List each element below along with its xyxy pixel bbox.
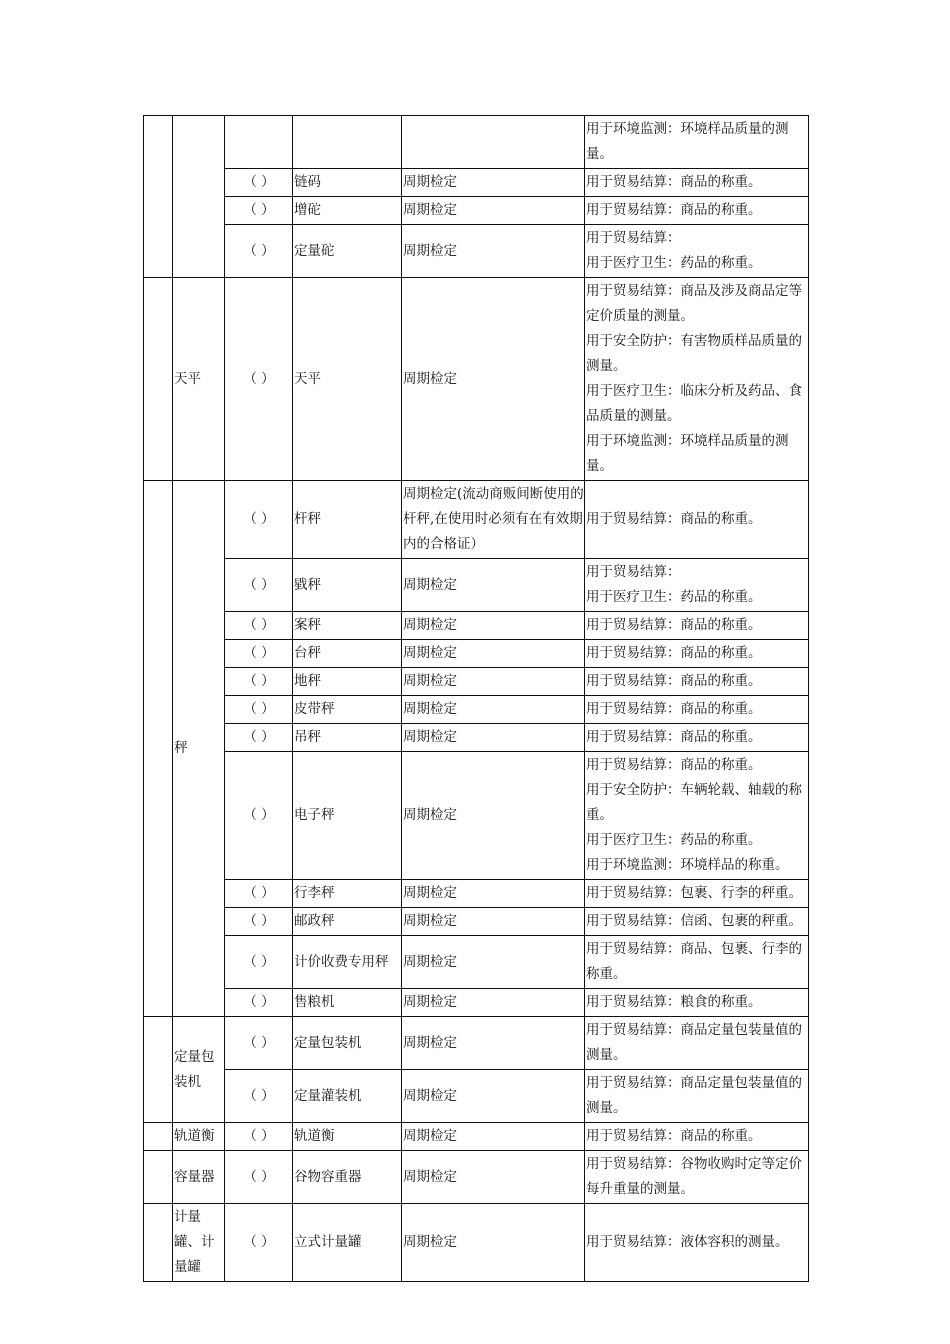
- group-cell: [144, 116, 173, 278]
- name-cell: 定量灌装机: [293, 1070, 402, 1123]
- use-cell: [585, 116, 809, 169]
- mode-cell: 周期检定: [402, 908, 585, 936]
- use-line: 用于贸易结算：商品的称重。: [586, 729, 762, 745]
- mode-cell: 周期检定: [402, 225, 585, 278]
- table-row: [144, 640, 809, 668]
- mode-cell: 周期检定: [402, 696, 585, 724]
- use-line: 用于贸易结算：商品定量包装量值的测量。: [586, 1022, 802, 1063]
- table-row: [144, 936, 809, 989]
- name-cell: 杆秤: [293, 481, 402, 559]
- mark-cell: （ ）: [225, 1017, 293, 1070]
- class-cell: 计量罐、计量罐: [173, 1204, 225, 1282]
- use-cell: [585, 225, 809, 278]
- use-line: 用于贸易结算：商品的称重。: [586, 673, 762, 689]
- use-cell: [585, 989, 809, 1017]
- use-cell: [585, 696, 809, 724]
- use-line: 用于医疗卫生：药品的称重。: [586, 589, 762, 605]
- verification-catalog-table: [143, 115, 809, 1282]
- use-line: 用于贸易结算：信函、包裹的秤重。: [586, 913, 802, 929]
- mark-cell: （ ）: [225, 989, 293, 1017]
- group-cell: [144, 278, 173, 481]
- mode-cell: 周期检定: [402, 989, 585, 1017]
- table-row: [144, 481, 809, 559]
- name-cell: 电子秤: [293, 752, 402, 880]
- mode-cell: 周期检定: [402, 880, 585, 908]
- table-row: [144, 752, 809, 880]
- use-cell: [585, 668, 809, 696]
- use-cell: [585, 1070, 809, 1123]
- name-cell: 定量包装机: [293, 1017, 402, 1070]
- mode-cell: 周期检定: [402, 752, 585, 880]
- use-cell: [585, 278, 809, 481]
- table-row: [144, 908, 809, 936]
- use-line: 用于贸易结算：商品的称重。: [586, 617, 762, 633]
- use-cell: [585, 640, 809, 668]
- name-cell: 链码: [293, 169, 402, 197]
- mode-cell: 周期检定: [402, 197, 585, 225]
- mark-cell: （ ）: [225, 612, 293, 640]
- mode-cell: 周期检定: [402, 668, 585, 696]
- name-cell: 戥秤: [293, 559, 402, 612]
- class-cell: [173, 116, 225, 278]
- use-line: 用于贸易结算：商品的称重。: [586, 1128, 762, 1144]
- mark-cell: （ ）: [225, 225, 293, 278]
- mode-cell: 周期检定: [402, 1123, 585, 1151]
- name-cell: 邮政秤: [293, 908, 402, 936]
- use-line: 用于安全防护：有害物质样品质量的测量。: [586, 333, 802, 374]
- mark-cell: （ ）: [225, 1204, 293, 1282]
- table-row: [144, 559, 809, 612]
- mark-cell: （ ）: [225, 936, 293, 989]
- use-line: 用于贸易结算：商品定量包装量值的测量。: [586, 1075, 802, 1116]
- mark-cell: （ ）: [225, 559, 293, 612]
- mode-cell: 周期检定: [402, 936, 585, 989]
- mark-cell: （ ）: [225, 724, 293, 752]
- name-cell: 天平: [293, 278, 402, 481]
- mark-cell: （ ）: [225, 1070, 293, 1123]
- table-row: [144, 278, 809, 481]
- mark-cell: （ ）: [225, 197, 293, 225]
- table-row: [144, 989, 809, 1017]
- mark-cell: （ ）: [225, 880, 293, 908]
- use-cell: [585, 908, 809, 936]
- table-row: [144, 1070, 809, 1123]
- name-cell: 吊秤: [293, 724, 402, 752]
- mode-cell: 周期检定: [402, 169, 585, 197]
- use-line: 用于贸易结算：商品的称重。: [586, 202, 762, 218]
- use-line: 用于医疗卫生：药品的称重。: [586, 255, 762, 271]
- use-line: 用于医疗卫生：临床分析及药品、食品质量的测量。: [586, 383, 802, 424]
- use-cell: [585, 612, 809, 640]
- use-cell: [585, 724, 809, 752]
- name-cell: [293, 116, 402, 169]
- table-row: [144, 880, 809, 908]
- use-line: 用于贸易结算：包裹、行李的秤重。: [586, 885, 802, 901]
- use-line: 用于贸易结算：商品的称重。: [586, 511, 762, 527]
- table-row: [144, 724, 809, 752]
- table-row: [144, 1204, 809, 1282]
- group-cell: [144, 481, 173, 1017]
- table-row: [144, 225, 809, 278]
- name-cell: 皮带秤: [293, 696, 402, 724]
- name-cell: 计价收费专用秤: [293, 936, 402, 989]
- name-cell: 增砣: [293, 197, 402, 225]
- table-row: [144, 668, 809, 696]
- class-cell: 天平: [173, 278, 225, 481]
- mode-cell: 周期检定: [402, 640, 585, 668]
- use-line: 用于贸易结算：粮食的称重。: [586, 994, 762, 1010]
- use-line: 用于医疗卫生：药品的称重。: [586, 832, 762, 848]
- class-cell: 秤: [173, 481, 225, 1017]
- name-cell: 地秤: [293, 668, 402, 696]
- table-row: [144, 1123, 809, 1151]
- use-line: 用于贸易结算：: [586, 564, 681, 580]
- name-cell: 售粮机: [293, 989, 402, 1017]
- name-cell: 轨道衡: [293, 1123, 402, 1151]
- use-line: 用于贸易结算：谷物收购时定等定价每升重量的测量。: [586, 1156, 802, 1197]
- mark-cell: （ ）: [225, 696, 293, 724]
- use-line: 用于贸易结算：商品的称重。: [586, 757, 762, 773]
- class-cell: 轨道衡: [173, 1123, 225, 1151]
- name-cell: 行李秤: [293, 880, 402, 908]
- use-cell: [585, 559, 809, 612]
- use-cell: [585, 880, 809, 908]
- group-cell: [144, 1151, 173, 1204]
- mark-cell: （ ）: [225, 1151, 293, 1204]
- name-cell: 定量砣: [293, 225, 402, 278]
- table-row: [144, 116, 809, 169]
- use-cell: [585, 169, 809, 197]
- use-line: 用于贸易结算：商品的称重。: [586, 645, 762, 661]
- use-line: 用于环境监测：环境样品质量的测量。: [586, 121, 789, 162]
- table-row: [144, 169, 809, 197]
- use-line: 用于安全防护：车辆轮载、轴载的称重。: [586, 782, 802, 823]
- use-line: 用于贸易结算：商品、包裹、行李的称重。: [586, 941, 802, 982]
- use-cell: [585, 1204, 809, 1282]
- use-line: 用于贸易结算：商品的称重。: [586, 174, 762, 190]
- table-row: [144, 1017, 809, 1070]
- table-row: [144, 612, 809, 640]
- mode-cell: 周期检定: [402, 724, 585, 752]
- table-row: [144, 197, 809, 225]
- mark-cell: （ ）: [225, 1123, 293, 1151]
- mark-cell: （ ）: [225, 278, 293, 481]
- group-cell: [144, 1204, 173, 1282]
- mode-cell: [402, 116, 585, 169]
- mode-cell: 周期检定: [402, 1017, 585, 1070]
- name-cell: 台秤: [293, 640, 402, 668]
- mark-cell: （ ）: [225, 908, 293, 936]
- use-line: 用于贸易结算：液体容积的测量。: [586, 1234, 789, 1250]
- use-cell: [585, 752, 809, 880]
- mode-cell: 周期检定: [402, 612, 585, 640]
- class-cell: 容量器: [173, 1151, 225, 1204]
- use-cell: [585, 1017, 809, 1070]
- name-cell: 立式计量罐: [293, 1204, 402, 1282]
- name-cell: 谷物容重器: [293, 1151, 402, 1204]
- use-cell: [585, 1123, 809, 1151]
- mark-cell: （ ）: [225, 169, 293, 197]
- use-cell: [585, 481, 809, 559]
- mode-cell: 周期检定: [402, 278, 585, 481]
- use-cell: [585, 197, 809, 225]
- mode-cell: 周期检定: [402, 1204, 585, 1282]
- mark-cell: （ ）: [225, 640, 293, 668]
- use-line: 用于环境监测：环境样品的称重。: [586, 857, 789, 873]
- use-cell: [585, 936, 809, 989]
- mode-cell: 周期检定(流动商贩间断使用的杆秤,在使用时必须有在有效期内的合格证）: [402, 481, 585, 559]
- use-line: 用于贸易结算：: [586, 230, 681, 246]
- class-cell: 定量包装机: [173, 1017, 225, 1123]
- mode-cell: 周期检定: [402, 1070, 585, 1123]
- use-line: 用于贸易结算：商品及涉及商品定等定价质量的测量。: [586, 283, 802, 324]
- mark-cell: （ ）: [225, 752, 293, 880]
- table-row: [144, 1151, 809, 1204]
- mark-cell: （ ）: [225, 481, 293, 559]
- table-row: [144, 696, 809, 724]
- group-cell: [144, 1123, 173, 1151]
- mark-cell: （ ）: [225, 668, 293, 696]
- use-line: 用于环境监测：环境样品质量的测量。: [586, 433, 789, 474]
- use-cell: [585, 1151, 809, 1204]
- use-line: 用于贸易结算：商品的称重。: [586, 701, 762, 717]
- mode-cell: 周期检定: [402, 559, 585, 612]
- group-cell: [144, 1017, 173, 1123]
- mode-cell: 周期检定: [402, 1151, 585, 1204]
- mark-cell: [225, 116, 293, 169]
- name-cell: 案秤: [293, 612, 402, 640]
